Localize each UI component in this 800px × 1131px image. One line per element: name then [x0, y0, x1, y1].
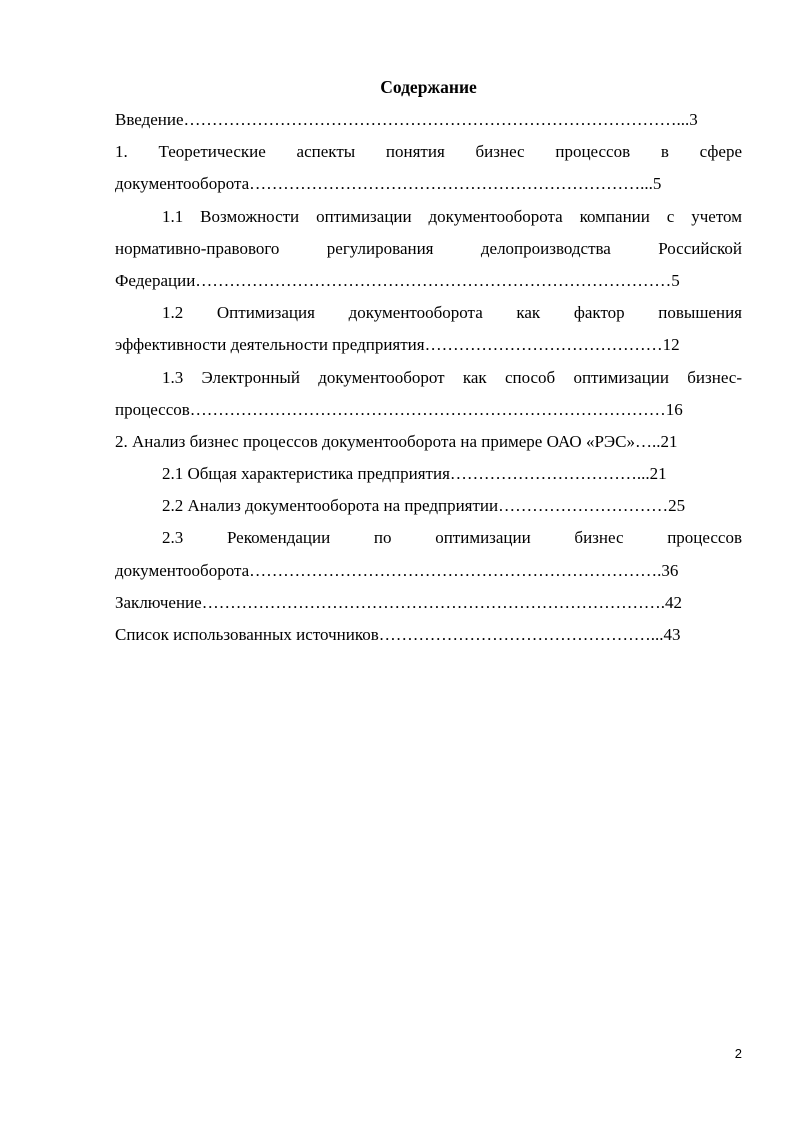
toc-entry-2: 2. Анализ бизнес процессов документооборота на примере ОАО «РЭС»…..21: [115, 431, 678, 451]
toc-entry-1-1-line-2: нормативно-правового регулирования делопроизводства Российской: [115, 238, 742, 258]
toc-entry-1-2-line-2: эффективности деятельности предприятия……………………………………12: [115, 335, 680, 355]
toc-entry-2-3-line-2: документооборота……………………………………………………………….36: [115, 560, 679, 580]
toc-entry-1-1-line-3: Федерации…………………………………………………………………………5: [115, 270, 680, 290]
toc-entry-2-3-line-1: 2.3 Рекомендации по оптимизации бизнес процессов: [162, 528, 742, 548]
table-of-contents: [115, 108, 742, 655]
toc-entry-intro: Введение……………………………………………………………………………...3: [115, 110, 698, 129]
toc-entry-1-2-line-1: 1.2 Оптимизация документооборота как фактор повышения: [162, 303, 742, 323]
toc-entry-sources: Список использованных источников…………………………………………...43: [115, 625, 681, 644]
toc-entry-1-line-1: 1. Теоретические аспекты понятия бизнес процессов в сфере: [115, 142, 742, 162]
toc-entry-conclusion: Заключение……………………………………………………………………….42: [115, 592, 682, 612]
toc-entry-1-3-line-2: процессов…………………………………………………………………………16: [115, 399, 683, 419]
page-number: 2: [734, 1046, 742, 1061]
toc-entry-2-2: 2.2 Анализ документооборота на предприятии…………………………25: [162, 496, 686, 516]
toc-entry-1-line-2: документооборота……………………………………………………………...5: [115, 174, 662, 194]
toc-entry-1-3-line-1: 1.3 Электронный документооборот как способ оптимизации бизнес-: [162, 367, 742, 387]
page-title: Содержание: [380, 77, 477, 97]
toc-entry-2-1: 2.1 Общая характеристика предприятия……………………………...21: [162, 464, 667, 484]
toc-entry-1-1-line-1: 1.1 Возможности оптимизации документооборота компании с учетом: [162, 206, 742, 226]
